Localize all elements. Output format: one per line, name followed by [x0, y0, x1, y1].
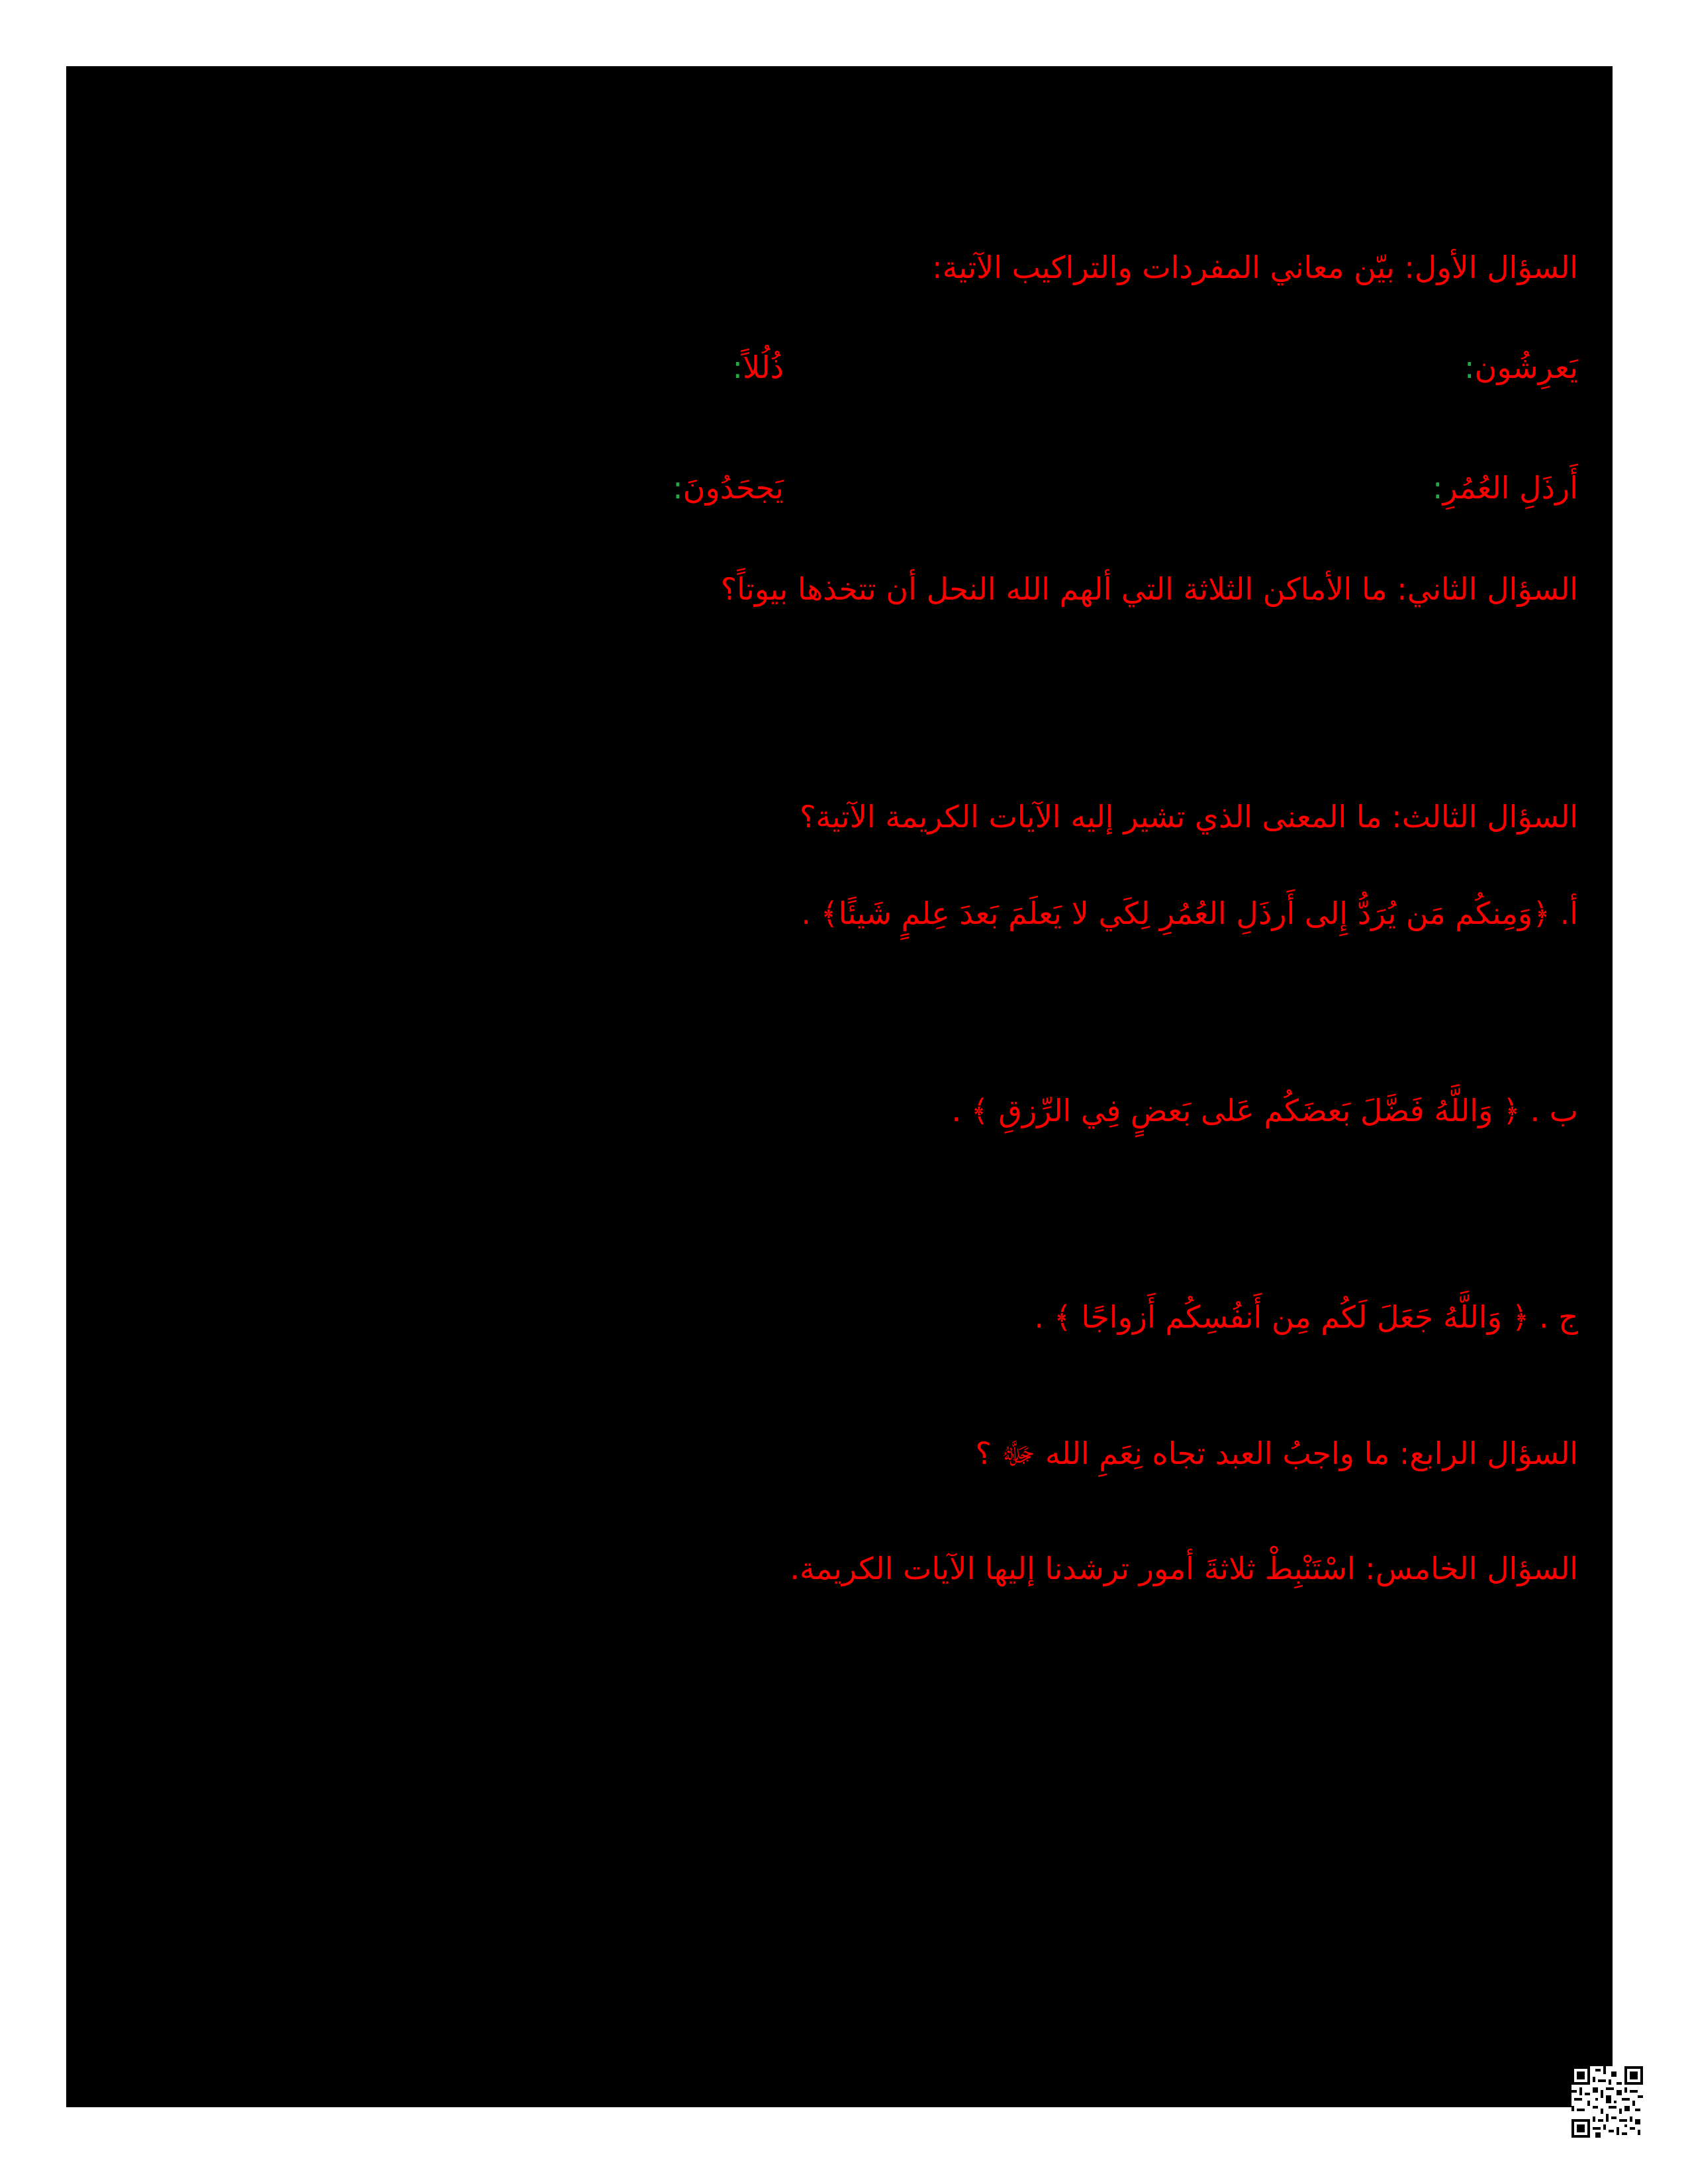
vocab-row-2 — [625, 465, 1578, 511]
question-3: السؤال الثالث: ما المعنى الذي تشير إليه الآيات الكريمة الآتية؟ — [799, 799, 1578, 835]
vocab-item-ardhal-alumur: أَرذَلِ العُمُرِ: — [1432, 470, 1578, 506]
vocab-item-yarishoon: يَعرِشُون: — [1464, 349, 1578, 385]
verse-a: أ. ﴿وَمِنكُم مَن يُرَدُّ إِلى أَرذَلِ العُمُرِ لِكَي لا يَعلَمَ بَعدَ عِلمٍ شَيئًا﴾ . — [801, 895, 1578, 931]
vocab-item-dhululan: ذُلُلاً: — [732, 349, 784, 385]
verse-c: ج . ﴿ وَاللَّهُ جَعَلَ لَكُم مِن أَنفُسِكُم أَزواجًا ﴾ . — [1034, 1299, 1578, 1335]
vocab-item-yajhadoon: يَجحَدُونَ: — [673, 470, 784, 506]
question-4: السؤال الرابع: ما واجبُ العبد تجاه نِعَمِ الله ﷻ ؟ — [975, 1435, 1578, 1471]
verse-b: ب . ﴿ وَاللَّهُ فَضَّلَ بَعضَكُم عَلى بَعضٍ فِي الرِّزقِ ﴾ . — [951, 1093, 1578, 1128]
worksheet — [66, 66, 1613, 2107]
vocab-row-1 — [625, 344, 1578, 390]
question-1: السؤال الأول: بيّن معاني المفردات والتراكيب الآتية: — [932, 250, 1578, 285]
qr-code-icon — [1571, 2066, 1643, 2138]
question-5: السؤال الخامس: اسْتَنْبِطْ ثلاثةَ أمور ترشدنا إليها الآيات الكريمة. — [790, 1551, 1578, 1586]
question-2: السؤال الثاني: ما الأماكن الثلاثة التي ألهم الله النحل أن تتخذها بيوتاً؟ — [720, 571, 1578, 607]
